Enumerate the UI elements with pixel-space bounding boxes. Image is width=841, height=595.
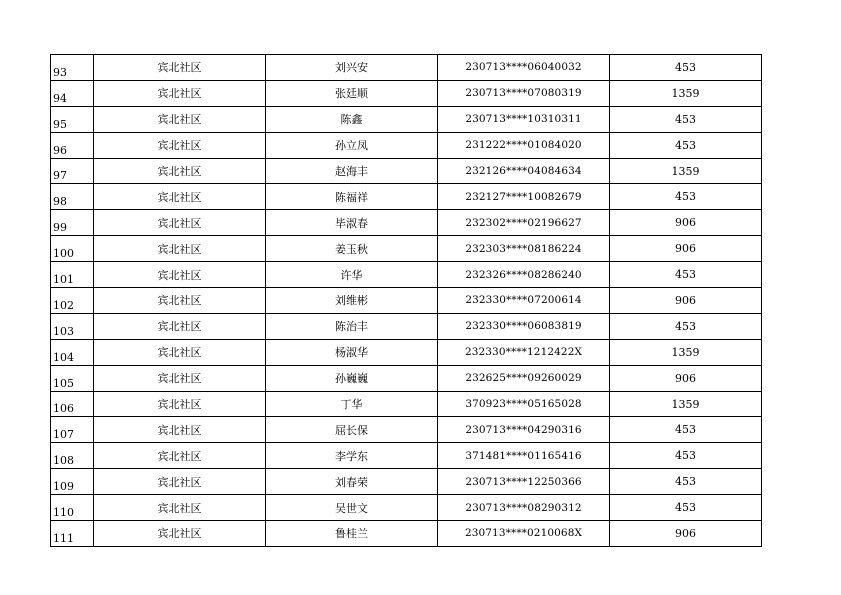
- amount-cell: 453: [610, 184, 762, 210]
- community-cell: 宾北社区: [94, 55, 266, 81]
- community-cell: 宾北社区: [94, 391, 266, 417]
- table-row: [51, 158, 762, 184]
- id-number-cell: 230713****0210068X: [438, 521, 610, 547]
- name-cell: 陈治丰: [266, 313, 438, 339]
- community-cell: 宾北社区: [94, 339, 266, 365]
- table-row: [51, 106, 762, 132]
- community-cell: 宾北社区: [94, 288, 266, 314]
- amount-cell: 453: [610, 495, 762, 521]
- row-number: 107: [51, 417, 94, 443]
- table-row: [51, 184, 762, 210]
- id-number-cell: 230713****07080319: [438, 80, 610, 106]
- row-number: 106: [51, 391, 94, 417]
- id-number-cell: 232126****04084634: [438, 158, 610, 184]
- id-number-cell: 230713****06040032: [438, 55, 610, 81]
- row-number: 95: [51, 106, 94, 132]
- name-cell: 吴世文: [266, 495, 438, 521]
- name-cell: 李学东: [266, 443, 438, 469]
- amount-cell: 453: [610, 106, 762, 132]
- community-cell: 宾北社区: [94, 262, 266, 288]
- amount-cell: 453: [610, 132, 762, 158]
- community-cell: 宾北社区: [94, 313, 266, 339]
- name-cell: 刘兴安: [266, 55, 438, 81]
- amount-cell: 906: [610, 365, 762, 391]
- table-row: [51, 132, 762, 158]
- amount-cell: 453: [610, 443, 762, 469]
- id-number-cell: 232326****08286240: [438, 262, 610, 288]
- name-cell: 刘春荣: [266, 469, 438, 495]
- name-cell: 陈鑫: [266, 106, 438, 132]
- id-number-cell: 232625****09260029: [438, 365, 610, 391]
- table-row: [51, 443, 762, 469]
- name-cell: 杨淑华: [266, 339, 438, 365]
- table-row: [51, 495, 762, 521]
- data-table-container: [50, 54, 762, 547]
- id-number-cell: 232330****07200614: [438, 288, 610, 314]
- table-row: [51, 469, 762, 495]
- id-number-cell: 232330****06083819: [438, 313, 610, 339]
- row-number: 104: [51, 339, 94, 365]
- row-number: 96: [51, 132, 94, 158]
- row-number: 99: [51, 210, 94, 236]
- name-cell: 陈福祥: [266, 184, 438, 210]
- id-number-cell: 232127****10082679: [438, 184, 610, 210]
- amount-cell: 906: [610, 288, 762, 314]
- table-row: [51, 391, 762, 417]
- data-table: [50, 54, 762, 547]
- table-row: [51, 339, 762, 365]
- row-number: 101: [51, 262, 94, 288]
- name-cell: 鲁桂兰: [266, 521, 438, 547]
- amount-cell: 453: [610, 55, 762, 81]
- row-number: 110: [51, 495, 94, 521]
- amount-cell: 453: [610, 417, 762, 443]
- row-number: 111: [51, 521, 94, 547]
- row-number: 93: [51, 55, 94, 81]
- table-row: [51, 236, 762, 262]
- name-cell: 孙巍巍: [266, 365, 438, 391]
- table-row: [51, 55, 762, 81]
- community-cell: 宾北社区: [94, 184, 266, 210]
- id-number-cell: 232303****08186224: [438, 236, 610, 262]
- community-cell: 宾北社区: [94, 158, 266, 184]
- table-row: [51, 80, 762, 106]
- name-cell: 丁华: [266, 391, 438, 417]
- name-cell: 毕淑春: [266, 210, 438, 236]
- community-cell: 宾北社区: [94, 210, 266, 236]
- community-cell: 宾北社区: [94, 495, 266, 521]
- table-row: [51, 313, 762, 339]
- amount-cell: 906: [610, 210, 762, 236]
- id-number-cell: 230713****04290316: [438, 417, 610, 443]
- table-row: [51, 521, 762, 547]
- id-number-cell: 231222****01084020: [438, 132, 610, 158]
- community-cell: 宾北社区: [94, 521, 266, 547]
- table-row: [51, 417, 762, 443]
- amount-cell: 1359: [610, 80, 762, 106]
- id-number-cell: 232330****1212422X: [438, 339, 610, 365]
- id-number-cell: 230713****10310311: [438, 106, 610, 132]
- name-cell: 刘维彬: [266, 288, 438, 314]
- community-cell: 宾北社区: [94, 469, 266, 495]
- amount-cell: 1359: [610, 158, 762, 184]
- amount-cell: 1359: [610, 339, 762, 365]
- row-number: 105: [51, 365, 94, 391]
- name-cell: 许华: [266, 262, 438, 288]
- name-cell: 赵海丰: [266, 158, 438, 184]
- row-number: 109: [51, 469, 94, 495]
- id-number-cell: 232302****02196627: [438, 210, 610, 236]
- name-cell: 屈长保: [266, 417, 438, 443]
- table-row: [51, 210, 762, 236]
- id-number-cell: 230713****08290312: [438, 495, 610, 521]
- name-cell: 姜玉秋: [266, 236, 438, 262]
- name-cell: 张廷顺: [266, 80, 438, 106]
- id-number-cell: 230713****12250366: [438, 469, 610, 495]
- table-body: [51, 55, 762, 547]
- row-number: 98: [51, 184, 94, 210]
- table-row: [51, 262, 762, 288]
- row-number: 94: [51, 80, 94, 106]
- name-cell: 孙立凤: [266, 132, 438, 158]
- community-cell: 宾北社区: [94, 417, 266, 443]
- row-number: 108: [51, 443, 94, 469]
- community-cell: 宾北社区: [94, 443, 266, 469]
- amount-cell: 453: [610, 262, 762, 288]
- id-number-cell: 370923****05165028: [438, 391, 610, 417]
- amount-cell: 906: [610, 236, 762, 262]
- amount-cell: 453: [610, 469, 762, 495]
- amount-cell: 453: [610, 313, 762, 339]
- table-row: [51, 365, 762, 391]
- community-cell: 宾北社区: [94, 106, 266, 132]
- id-number-cell: 371481****01165416: [438, 443, 610, 469]
- row-number: 103: [51, 313, 94, 339]
- row-number: 102: [51, 288, 94, 314]
- row-number: 100: [51, 236, 94, 262]
- community-cell: 宾北社区: [94, 365, 266, 391]
- community-cell: 宾北社区: [94, 236, 266, 262]
- table-row: [51, 288, 762, 314]
- row-number: 97: [51, 158, 94, 184]
- amount-cell: 1359: [610, 391, 762, 417]
- community-cell: 宾北社区: [94, 80, 266, 106]
- community-cell: 宾北社区: [94, 132, 266, 158]
- amount-cell: 906: [610, 521, 762, 547]
